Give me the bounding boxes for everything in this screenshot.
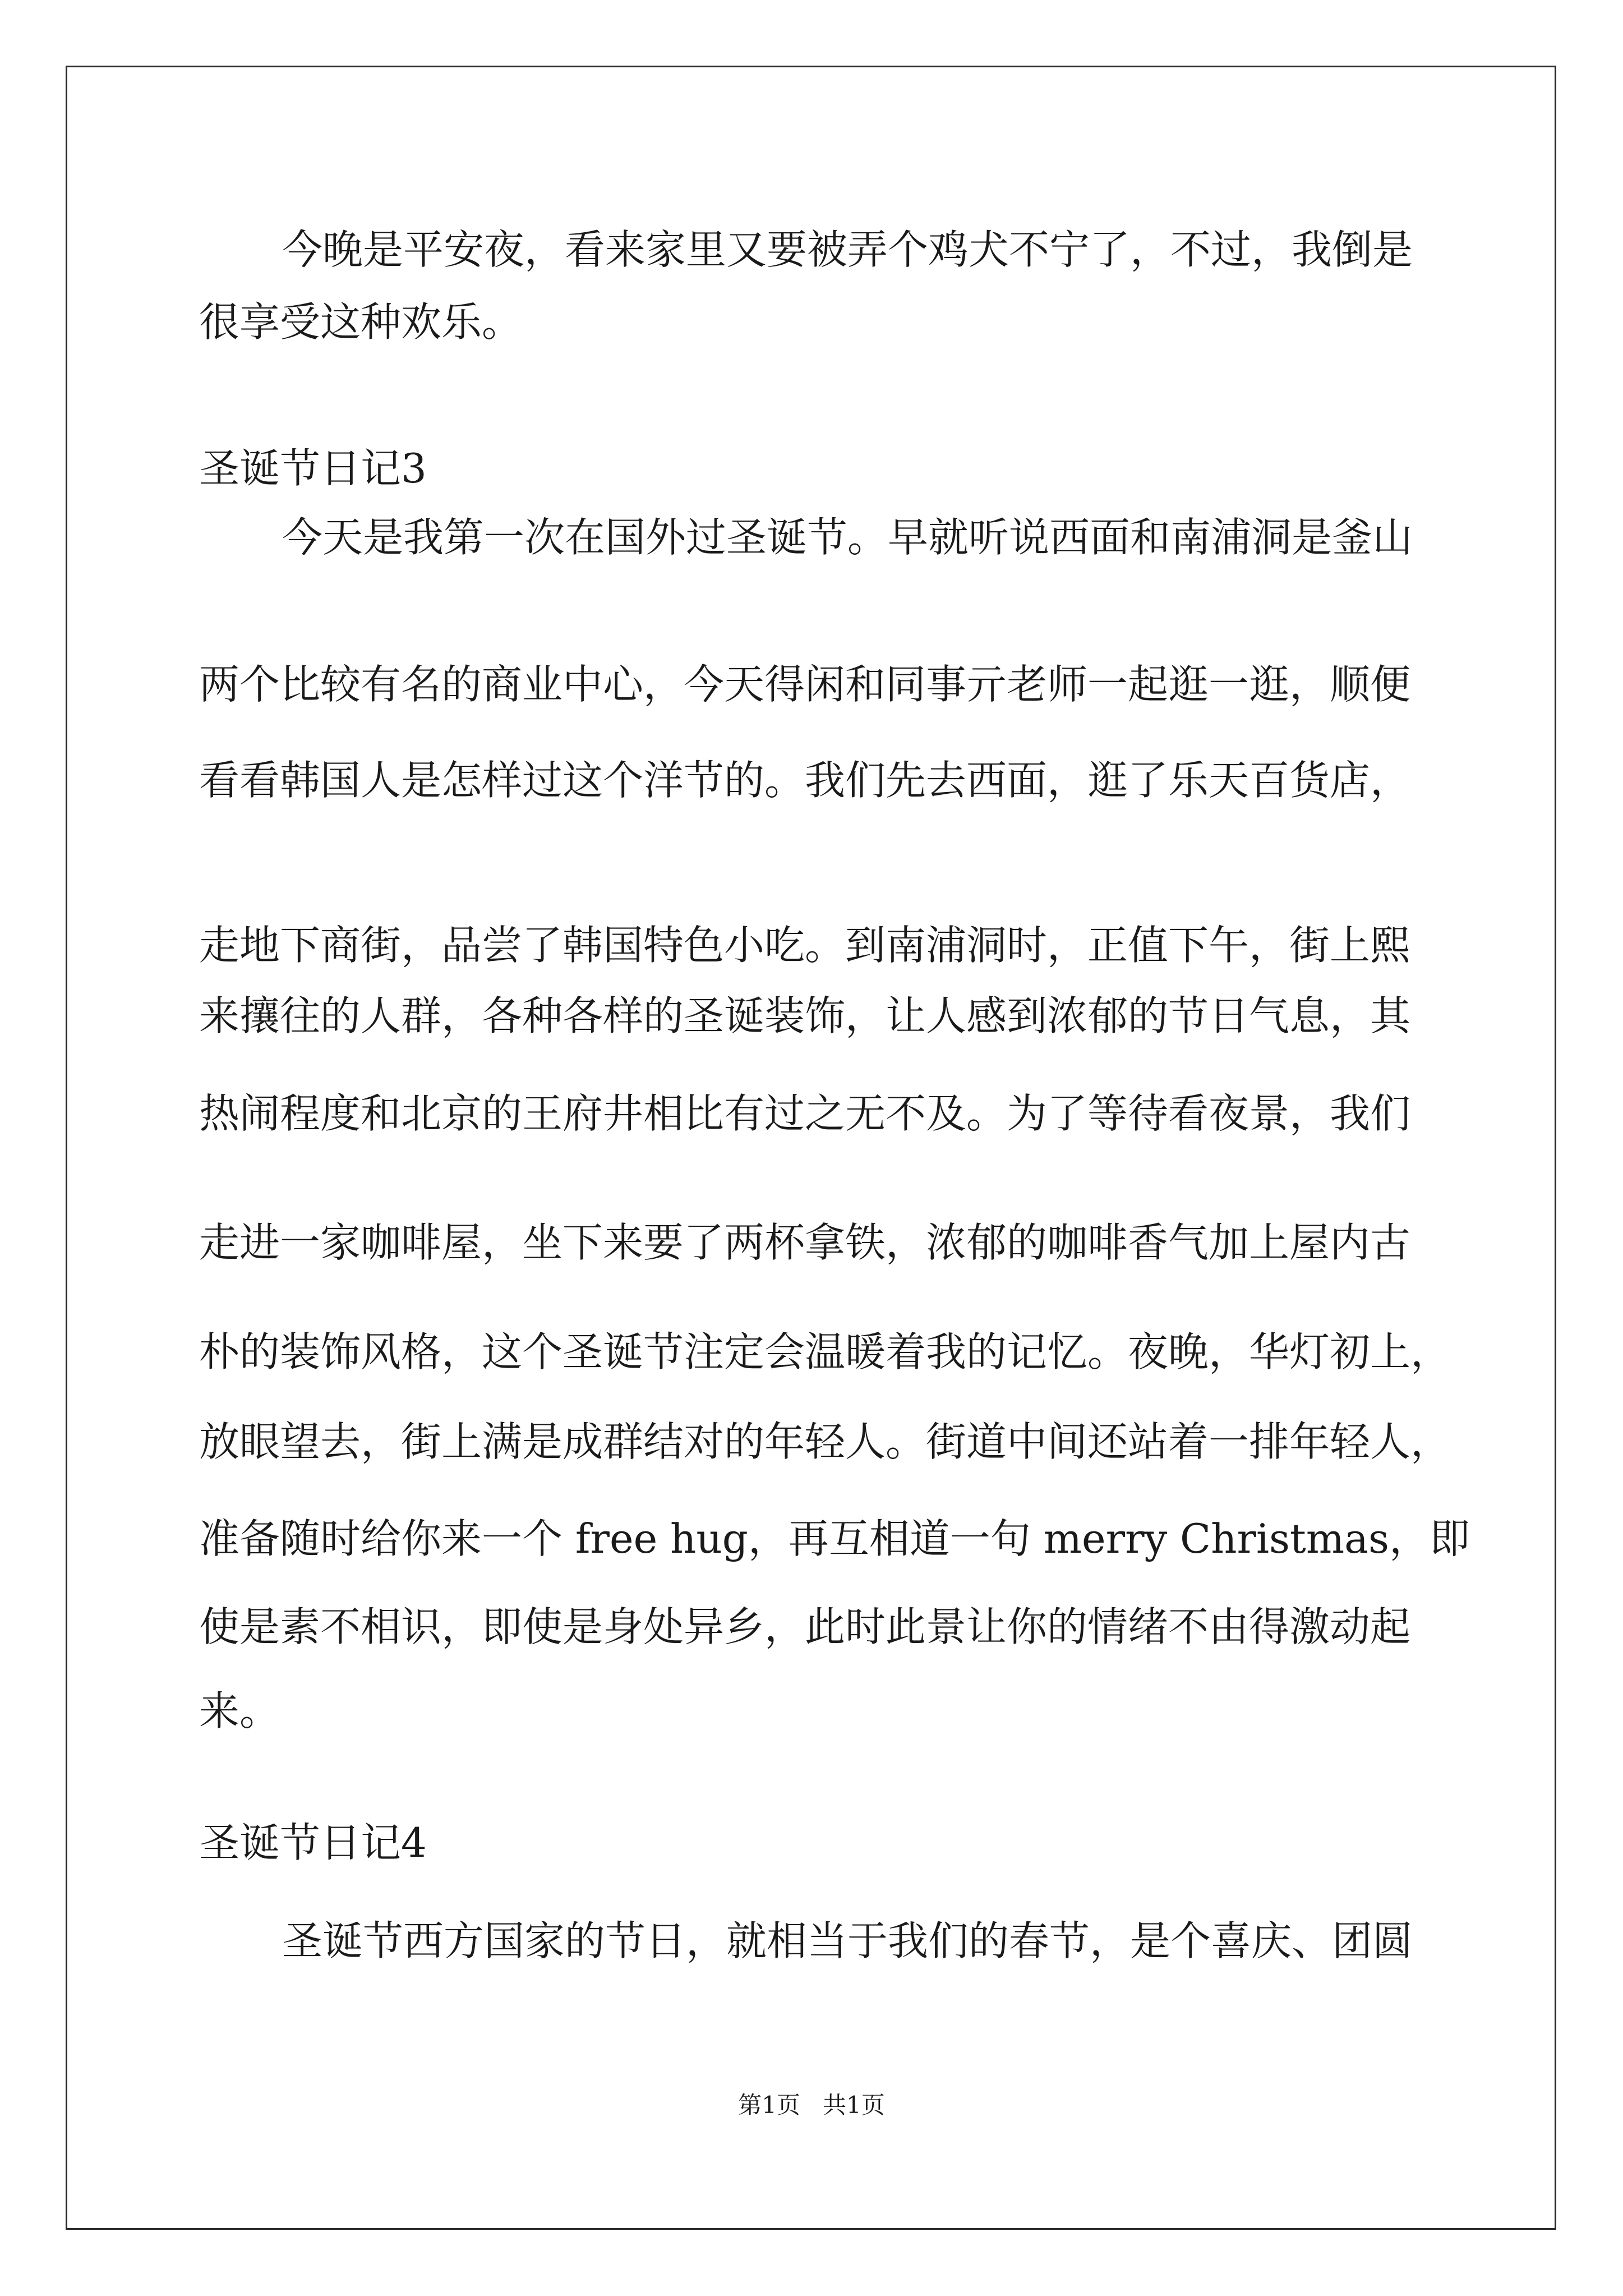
paragraph-line: 热闹程度和北京的王府井相比有过之无不及。为了等待看夜景，我们 bbox=[199, 1090, 1411, 1137]
section-heading: 圣诞节日记3 bbox=[199, 445, 427, 492]
paragraph-line: 很享受这种欢乐。 bbox=[199, 298, 523, 346]
section-heading: 圣诞节日记4 bbox=[199, 1819, 427, 1866]
paragraph-line: 来。 bbox=[199, 1687, 280, 1734]
page-total: 共1页 bbox=[823, 2091, 885, 2119]
paragraph-line: 看看韩国人是怎样过这个洋节的。我们先去西面，逛了乐天百货店， bbox=[199, 757, 1411, 804]
paragraph-line: 今晚是平安夜，看来家里又要被弄个鸡犬不宁了，不过，我倒是 bbox=[282, 226, 1413, 273]
paragraph-line: 准备随时给你来一个 free hug，再互相道一句 merry Christmas，即 bbox=[199, 1515, 1470, 1562]
paragraph-line: 圣诞节西方国家的节日，就相当于我们的春节，是个喜庆、团圆 bbox=[282, 1917, 1413, 1964]
paragraph-line: 走进一家咖啡屋，坐下来要了两杯拿铁，浓郁的咖啡香气加上屋内古 bbox=[199, 1219, 1411, 1266]
page-footer bbox=[0, 2091, 1623, 2119]
paragraph-line: 来攘往的人群，各种各样的圣诞装饰，让人感到浓郁的节日气息，其 bbox=[199, 992, 1411, 1039]
page-number: 第1页 bbox=[738, 2091, 800, 2119]
paragraph-line: 今天是我第一次在国外过圣诞节。早就听说西面和南浦洞是釜山 bbox=[282, 514, 1413, 561]
page-border bbox=[66, 66, 1556, 2230]
paragraph-line: 两个比较有名的商业中心，今天得闲和同事亓老师一起逛一逛，顺便 bbox=[199, 661, 1411, 708]
paragraph-line: 走地下商街，品尝了韩国特色小吃。到南浦洞时，正值下午，街上熙 bbox=[199, 922, 1411, 969]
paragraph-line: 朴的装饰风格，这个圣诞节注定会温暖着我的记忆。夜晚，华灯初上， bbox=[199, 1328, 1451, 1375]
paragraph-line: 放眼望去，街上满是成群结对的年轻人。街道中间还站着一排年轻人， bbox=[199, 1418, 1451, 1465]
paragraph-line: 使是素不相识，即使是身处异乡，此时此景让你的情绪不由得激动起 bbox=[199, 1603, 1411, 1650]
